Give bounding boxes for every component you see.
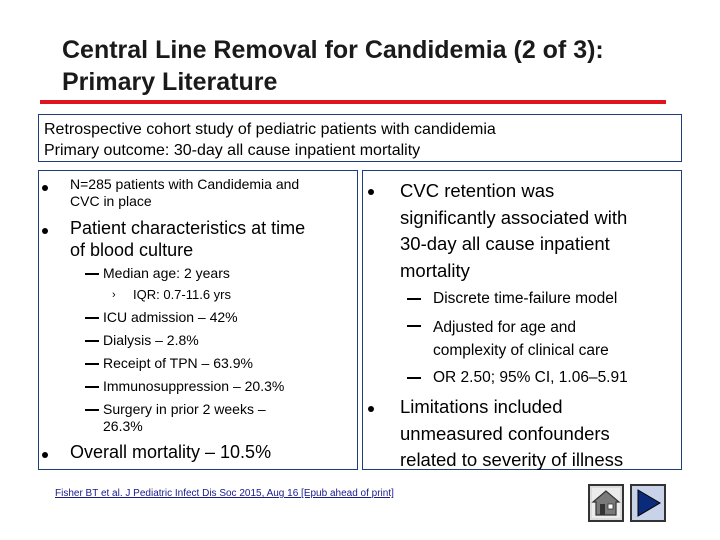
limitations-line-1: Limitations included — [400, 396, 563, 417]
primary-outcome-text: Primary outcome: 30-day all cause inpatient mortality — [44, 142, 421, 159]
limitations-line-2: unmeasured confounders — [400, 422, 610, 444]
adjusted-line-2: complexity of clinical care — [433, 342, 609, 359]
patients-line-2: CVC in place — [70, 193, 152, 209]
icu-admission-item: ICU admission – 42% — [103, 309, 238, 325]
study-summary-box — [38, 114, 682, 162]
median-age-item: Median age: 2 years — [103, 265, 230, 281]
home-button[interactable] — [588, 484, 624, 522]
limitations-bullet — [400, 394, 623, 474]
left-column-box — [38, 170, 358, 470]
surgery-line-2: 26.3% — [103, 418, 143, 434]
dash-icon — [407, 298, 421, 300]
adjusted-line-1: Adjusted for age and — [433, 319, 577, 336]
tpn-item: Receipt of TPN – 63.9% — [103, 355, 253, 371]
slide-title — [62, 34, 702, 98]
characteristics-line-2: of blood culture — [70, 240, 194, 260]
dash-icon — [85, 409, 99, 411]
bullet-icon — [42, 452, 48, 458]
surgery-line-1: Surgery in prior 2 weeks – — [103, 401, 266, 417]
next-arrow-icon — [632, 486, 664, 520]
next-slide-button[interactable] — [630, 484, 666, 522]
dialysis-item: Dialysis – 2.8% — [103, 332, 199, 348]
adjusted-item — [433, 316, 609, 362]
title-underline — [40, 100, 666, 104]
immunosuppression-item: Immunosuppression – 20.3% — [103, 378, 285, 394]
cvc-retention-line-1: CVC retention was — [400, 180, 555, 201]
right-column-box — [362, 170, 682, 470]
bullet-icon — [368, 189, 374, 195]
bullet-icon — [42, 185, 48, 191]
overall-mortality-bullet: Overall mortality – 10.5% — [70, 442, 272, 462]
citation-link[interactable]: Fisher BT et al. J Pediatric Infect Dis Soc 2015, Aug 16 [Epub ahead of print] — [55, 488, 394, 499]
bullet-icon — [42, 228, 48, 234]
limitations-line-3: related to severity of illness — [400, 449, 624, 470]
home-icon — [590, 486, 622, 520]
characteristics-line-1: Patient characteristics at time — [70, 218, 306, 238]
cvc-retention-line-2: significantly associated with — [400, 206, 628, 228]
slide-title-line-1: Central Line Removal for Candidemia (2 of 3): — [62, 36, 604, 64]
slide-title-line-2: Primary Literature — [62, 68, 278, 96]
dash-icon — [85, 317, 99, 319]
dash-icon — [407, 325, 421, 327]
iqr-item: IQR: 0.7-11.6 yrs — [133, 287, 232, 302]
dash-icon — [85, 340, 99, 342]
characteristics-bullet — [70, 217, 305, 261]
arrow-bullet-icon: › — [112, 289, 116, 301]
bullet-icon — [368, 406, 374, 412]
cvc-retention-bullet — [400, 178, 627, 284]
surgery-item — [103, 401, 266, 435]
model-item: Discrete time-failure model — [433, 290, 618, 307]
dash-icon — [85, 273, 99, 275]
cvc-retention-line-4: mortality — [400, 259, 470, 281]
patients-line-1: N=285 patients with Candidemia and — [70, 176, 300, 192]
dash-icon — [407, 377, 421, 379]
cvc-retention-line-3: 30-day all cause inpatient — [400, 233, 610, 254]
odds-ratio-item: OR 2.50; 95% CI, 1.06–5.91 — [433, 369, 628, 386]
dash-icon — [85, 386, 99, 388]
study-design-text: Retrospective cohort study of pediatric patients with candidemia — [44, 121, 496, 138]
patients-bullet — [70, 176, 299, 210]
dash-icon — [85, 363, 99, 365]
